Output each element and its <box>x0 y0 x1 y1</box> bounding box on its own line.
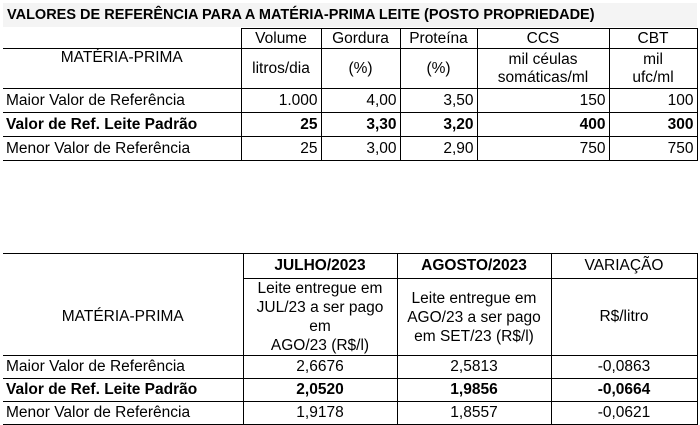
unit-volume: litros/dia <box>241 49 321 89</box>
reference-values-table <box>3 28 698 161</box>
table-row <box>3 254 697 279</box>
row-label: Menor Valor de Referência <box>3 402 243 425</box>
unit-cbt <box>609 49 697 89</box>
table-cell: -0,0664 <box>551 379 697 402</box>
table-cell: 3,00 <box>321 137 400 161</box>
table-cell: 3,30 <box>321 113 400 137</box>
desc-line: JUL/23 a ser pago em <box>256 299 384 335</box>
unit-ccs-line2: somáticas/ml <box>497 68 589 86</box>
table-cell: 300 <box>609 113 697 137</box>
unit-cbt-line1: mil <box>643 50 663 68</box>
unit-proteina: (%) <box>400 49 477 89</box>
table-cell: 750 <box>609 137 697 161</box>
table-cell: 3,50 <box>400 89 477 113</box>
table-cell: 25 <box>241 113 321 137</box>
column-header-gordura: Gordura <box>321 29 400 49</box>
table-row <box>3 89 697 113</box>
unit-gordura: (%) <box>321 49 400 89</box>
unit-cbt-line2: ufc/ml <box>632 68 674 86</box>
table-row <box>3 279 697 356</box>
table-cell: 750 <box>477 137 609 161</box>
row-label: Menor Valor de Referência <box>3 137 241 161</box>
desc-line: Leite entregue em <box>257 280 383 297</box>
table-row <box>3 356 697 379</box>
table-cell: 2,6676 <box>243 356 397 379</box>
column-desc-agosto <box>397 279 551 356</box>
table-row <box>3 29 697 49</box>
table-row <box>3 379 697 402</box>
table-cell: 25 <box>241 137 321 161</box>
table-cell: 400 <box>477 113 609 137</box>
table-cell: 150 <box>477 89 609 113</box>
table-cell: 1,9178 <box>243 402 397 425</box>
column-header-agosto: AGOSTO/2023 <box>397 254 551 279</box>
desc-line: AGO/23 a ser pago <box>407 308 541 326</box>
column-header-volume: Volume <box>241 29 321 49</box>
table-row <box>3 113 697 137</box>
row-label: Maior Valor de Referência <box>3 356 243 379</box>
desc-line: AGO/23 (R$/l) <box>270 337 370 354</box>
column-desc-julho <box>243 279 397 356</box>
table-cell: 100 <box>609 89 697 113</box>
table-cell: 1.000 <box>241 89 321 113</box>
desc-line: em SET/23 (R$/l) <box>414 327 534 345</box>
column-header-proteina: Proteína <box>400 29 477 49</box>
price-variation-table <box>3 253 698 425</box>
column-header-ccs: CCS <box>477 29 609 49</box>
table-cell: 2,0520 <box>243 379 397 402</box>
page-title: VALORES DE REFERÊNCIA PARA A MATÉRIA-PRIMA LEITE (POSTO PROPRIEDADE) <box>3 3 697 27</box>
table-cell: 4,00 <box>321 89 400 113</box>
column-header-julho: JULHO/2023 <box>243 254 397 279</box>
row-header-materia-prima: MATÉRIA-PRIMA <box>3 279 243 356</box>
table-row <box>3 137 697 161</box>
table-cell: -0,0621 <box>551 402 697 425</box>
column-header-variacao: VARIAÇÃO <box>551 254 697 279</box>
table-cell: 3,20 <box>400 113 477 137</box>
table-cell: 1,9856 <box>397 379 551 402</box>
column-header-cbt: CBT <box>609 29 697 49</box>
table-cell: 2,5813 <box>397 356 551 379</box>
row-header-materia-prima: MATÉRIA-PRIMA <box>3 49 241 89</box>
row-label: Valor de Ref. Leite Padrão <box>3 113 241 137</box>
table-cell: 1,8557 <box>397 402 551 425</box>
column-desc-variacao: R$/litro <box>551 279 697 356</box>
desc-line: Leite entregue em <box>411 289 537 307</box>
table-cell: 2,90 <box>400 137 477 161</box>
unit-ccs <box>477 49 609 89</box>
row-label: Maior Valor de Referência <box>3 89 241 113</box>
table-cell: -0,0863 <box>551 356 697 379</box>
row-label: Valor de Ref. Leite Padrão <box>3 379 243 402</box>
table-row <box>3 49 697 89</box>
table-row <box>3 402 697 425</box>
unit-ccs-line1: mil céulas <box>508 50 578 68</box>
